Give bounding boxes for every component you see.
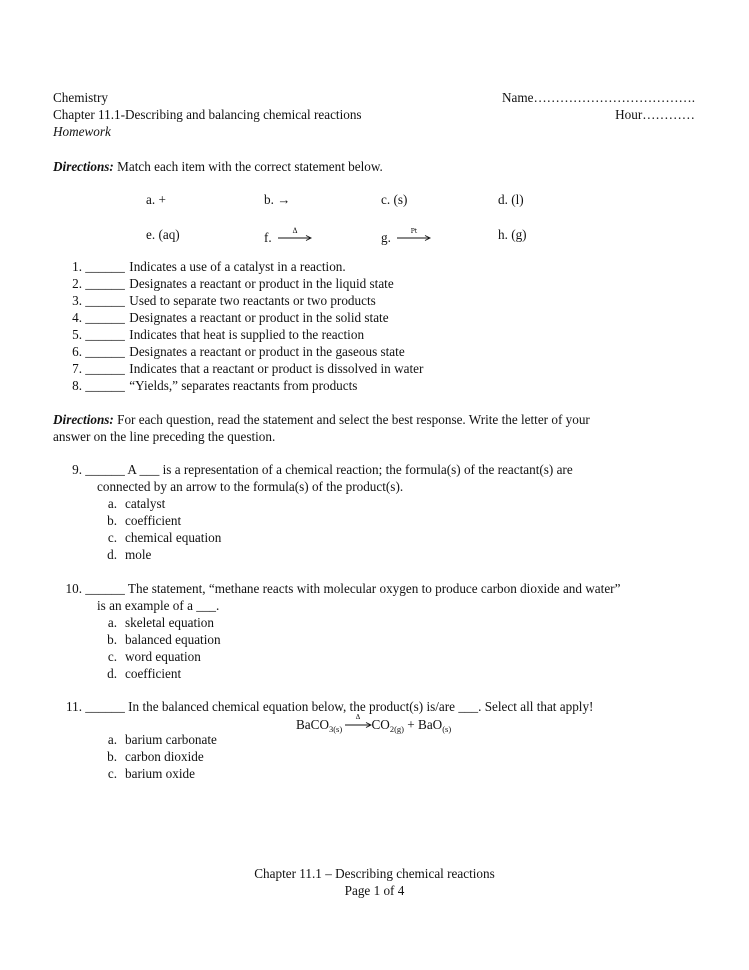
hour-field[interactable]: Hour………… (615, 107, 695, 122)
option[interactable]: a. catalyst (107, 496, 166, 511)
option[interactable]: c. chemical equation (107, 530, 222, 545)
directions-2 (53, 411, 590, 428)
question-9-options (97, 495, 221, 563)
page-number: Page 1 of 4 (344, 883, 405, 898)
heat-arrow-icon (275, 226, 315, 244)
option[interactable]: a. skeletal equation (107, 615, 214, 630)
option[interactable]: b. coefficient (107, 513, 182, 528)
option[interactable]: c. barium oxide (107, 766, 195, 781)
heat-symbol: Δ (292, 227, 298, 235)
list-item: 6. ______ Designates a reactant or product in the gaseous state (72, 344, 405, 359)
answer-blank[interactable]: ______ (85, 378, 125, 393)
choice-f: f. Δ (264, 226, 315, 246)
directions-text: For each question, read the statement and select the best response. Write the letter of your (113, 412, 590, 427)
chemical-equation: BaCO$_{3(s)}$ Δ $CO_{2(g)} + BaO_{(s)}$ (296, 713, 452, 734)
question-number: 11. (66, 699, 82, 714)
directions-1 (53, 158, 383, 175)
directions-label: Directions: (53, 159, 114, 174)
matching-list (56, 258, 423, 394)
question-number: 9. (72, 462, 82, 477)
chapter-title: Chapter 11.1-Describing and balancing chemical reactions (53, 107, 362, 122)
list-item: 5. ______ Indicates that heat is supplied to the reaction (72, 327, 365, 342)
answer-blank[interactable]: ______ (85, 259, 125, 274)
question-stem: ______ In the balanced chemical equation below, the product(s) is/are ___. Select all that apply! (85, 699, 594, 714)
answer-blank[interactable]: ______ (85, 361, 125, 376)
directions-text: Match each item with the correct statement below. (113, 159, 383, 174)
question-10 (56, 580, 620, 597)
choice-a: a. + (146, 192, 166, 207)
choice-d: d. (l) (498, 192, 524, 207)
name-field[interactable]: Name………………………………. (501, 90, 695, 105)
catalyst-arrow-icon (394, 226, 434, 244)
question-number: 10. (65, 581, 82, 596)
heat-symbol: Δ (355, 713, 360, 721)
answer-blank[interactable]: ______ (85, 310, 125, 325)
answer-blank[interactable]: ______ (85, 293, 125, 308)
heat-arrow-icon (344, 713, 374, 731)
option[interactable]: a. barium carbonate (107, 732, 217, 747)
assignment-type: Homework (53, 124, 111, 139)
answer-blank[interactable]: ______ (85, 344, 125, 359)
question-11-options (97, 731, 217, 782)
choice-h: h. (g) (498, 227, 527, 242)
answer-blank[interactable]: ______ (85, 276, 125, 291)
option[interactable]: b. carbon dioxide (107, 749, 204, 764)
list-item: 1. ______ Indicates a use of a catalyst in a reaction. (72, 259, 346, 274)
choice-g: g. Pt (381, 226, 434, 246)
list-item: 3. ______ Used to separate two reactants or two products (72, 293, 376, 308)
option[interactable]: b. balanced equation (107, 632, 221, 647)
question-10-options (97, 614, 221, 682)
option[interactable]: c. word equation (107, 649, 201, 664)
question-stem: ______ The statement, “methane reacts with molecular oxygen to produce carbon dioxide and water” (85, 581, 621, 596)
choice-b: b. → (264, 192, 291, 207)
choice-c: c. (s) (381, 192, 408, 207)
catalyst-symbol: Pt (410, 228, 418, 235)
directions-label: Directions: (53, 412, 114, 427)
subject-label: Chemistry (53, 90, 108, 105)
question-stem: ______ A ___ is a representation of a chemical reaction; the formula(s) of the reactant(s) are (85, 462, 573, 477)
question-10-continued: is an example of a ___. (97, 598, 220, 613)
option[interactable]: d. mole (107, 547, 152, 562)
footer-chapter: Chapter 11.1 – Describing chemical reactions (254, 866, 495, 881)
option[interactable]: d. coefficient (107, 666, 182, 681)
question-9-continued: connected by an arrow to the formula(s) of the product(s). (97, 479, 404, 494)
directions-2-continued: answer on the line preceding the question. (53, 429, 276, 444)
list-item: 4. ______ Designates a reactant or product in the solid state (72, 310, 389, 325)
question-9 (56, 461, 573, 478)
list-item: 2. ______ Designates a reactant or product in the liquid state (72, 276, 394, 291)
list-item: 8. ______ “Yields,” separates reactants from products (72, 378, 358, 393)
choice-e: e. (aq) (146, 227, 180, 242)
answer-blank[interactable]: ______ (85, 327, 125, 342)
list-item: 7. ______ Indicates that a reactant or product is dissolved in water (72, 361, 424, 376)
